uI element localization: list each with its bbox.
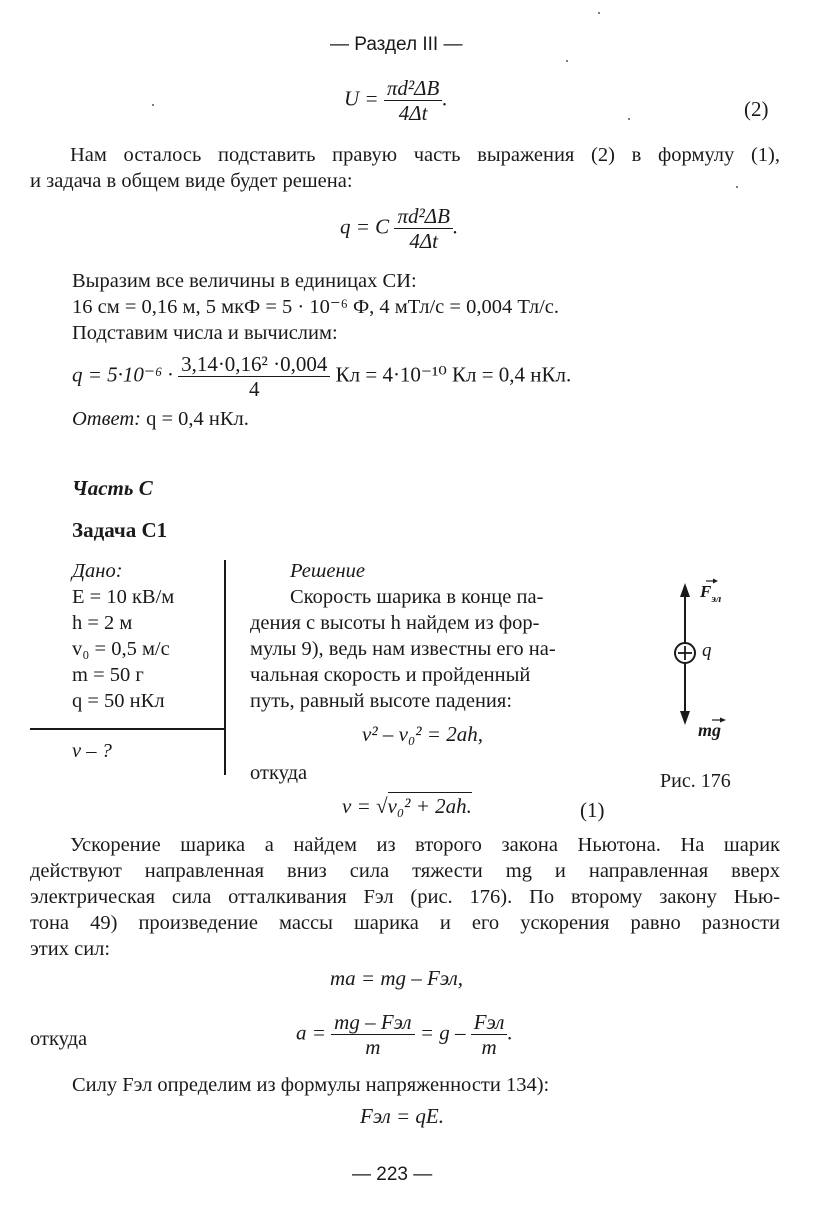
solution-line: путь, равный высоте падения:	[250, 690, 513, 712]
substitute-text: Подставим числа и вычислим:	[72, 322, 338, 344]
equation-force: Fэл = qE.	[360, 1104, 444, 1128]
equation-velocity	[342, 794, 472, 819]
paragraph-newton	[30, 832, 780, 962]
eq-a-numerator-2: Fэл	[471, 1010, 508, 1035]
force-up-label	[700, 582, 721, 605]
given-item: m = 50 г	[72, 664, 144, 686]
paragraph-line: Нам осталось подставить правую часть выражения (2) в формулу (1),	[70, 144, 780, 166]
paragraph-line: и задача в общем виде будет решена:	[30, 170, 353, 192]
given-divider-horizontal	[30, 728, 226, 730]
force-up-subscript: эл	[711, 593, 722, 605]
given-label: Дано:	[72, 560, 123, 582]
task-title: Задача С1	[72, 518, 168, 542]
equation-calculation	[72, 352, 571, 401]
eq-u-lhs: U	[344, 86, 360, 111]
given-item: q = 50 нКл	[72, 690, 165, 712]
eq-a-fraction-1	[331, 1010, 414, 1059]
figure-caption: Рис. 176	[660, 770, 731, 792]
given-item: v₀ = 0,5 м/с	[72, 638, 170, 660]
scan-speck	[628, 118, 630, 120]
calc-denominator: 4	[248, 377, 260, 401]
equation-kinematics: v² – v₀² = 2ah,	[362, 722, 483, 746]
scan-speck	[598, 12, 600, 14]
answer	[72, 406, 249, 432]
eq-u-fraction	[384, 76, 442, 125]
unknown-quantity: v – ?	[72, 740, 112, 762]
si-values: 16 см = 0,16 м, 5 мкФ = 5 · 10⁻⁶ Ф, 4 мТл/с = 0,004 Тл/с.	[72, 296, 559, 318]
solution-line: Скорость шарика в конце па-	[290, 586, 544, 608]
part-title: Часть С	[72, 476, 153, 500]
eq-q-numerator: πd²ΔB	[394, 204, 452, 229]
eq-v-lhs: v =	[342, 794, 371, 818]
given-divider-vertical	[224, 560, 226, 775]
calc-numerator: 3,14·0,16² ·0,004	[178, 352, 330, 377]
solution-line: мулы 9), ведь нам известны его на-	[250, 638, 556, 660]
paragraph-line: действуют направленная вниз сила тяжести mg и направленная вверх	[30, 860, 780, 882]
eq-q-lhs: q	[340, 214, 351, 239]
paragraph-line: электрическая сила отталкивания Fэл (рис. 176). По второму закону Нью-	[30, 886, 780, 908]
eq-a-numerator-1: mg – Fэл	[331, 1010, 414, 1035]
calc-lhs: q = 5·10⁻⁶ ·	[72, 362, 173, 387]
eq-a-middle: = g –	[419, 1020, 466, 1045]
charge-label: q	[702, 640, 712, 661]
scan-speck	[736, 186, 738, 188]
whence-text: откуда	[250, 762, 308, 784]
answer-label: Ответ:	[72, 408, 141, 430]
solution-line: чальная скорость и пройденный	[250, 664, 531, 686]
eq-q-denominator: 4Δt	[409, 229, 439, 253]
force-down-label: mg	[698, 720, 722, 740]
answer-text: q = 0,4 нКл.	[146, 408, 249, 430]
equation-u: U = $\frac{\text{πd²ΔB}}{4\Delta t}$ .	[344, 76, 448, 125]
eq-u-denominator: 4Δt	[398, 101, 428, 125]
calc-fraction	[178, 352, 330, 401]
solution-line: дения с высоты h найдем из фор-	[250, 612, 540, 634]
eq-u-numerator: πd²ΔB	[384, 76, 442, 101]
scan-speck	[566, 60, 568, 62]
page-number: — 223 —	[352, 1164, 433, 1185]
given-item: E = 10 кВ/м	[72, 586, 175, 608]
eq-a-lhs: a =	[296, 1020, 326, 1045]
paragraph-field: Силу Fэл определим из формулы напряженности 134):	[72, 1074, 550, 1096]
eq-a-denominator-2: m	[481, 1035, 497, 1059]
equation-number-1: (1)	[580, 798, 605, 822]
eq-a-fraction-2	[471, 1010, 508, 1059]
force-up-letter: F	[700, 582, 712, 601]
eq-a-denominator-1: m	[365, 1035, 381, 1059]
scan-speck	[152, 104, 154, 106]
paragraph-line: этих сил:	[30, 938, 111, 960]
calc-rhs: Кл = 4·10⁻¹⁰ Кл = 0,4 нКл.	[335, 362, 572, 387]
equation-number-2: (2)	[744, 97, 769, 121]
equation-acceleration: a = $\frac{\text{mg – Fэл}}{m}$ = g – $\frac{\text{Fэл}}{m}$ .	[296, 1010, 513, 1059]
eq-q-factor: C	[375, 214, 390, 239]
solution-label: Решение	[290, 560, 365, 582]
paragraph-substitute	[30, 142, 780, 194]
given-item: h = 2 м	[72, 612, 133, 634]
equation-q-general: q = C $\frac{\text{πd²ΔB}}{4\Delta t}$ .	[340, 204, 459, 253]
si-intro: Выразим все величины в единицах СИ:	[72, 270, 417, 292]
paragraph-line: Ускорение шарика a найдем из второго закона Ньютона. На шарик	[70, 834, 780, 856]
equation-newton: ma = mg – Fэл,	[330, 966, 463, 990]
running-header: — Раздел III —	[330, 34, 463, 55]
eq-q-fraction	[394, 204, 452, 253]
paragraph-line: тона 49) произведение массы шарика и его ускорения равно разности	[30, 912, 780, 934]
whence-text-2: откуда	[30, 1028, 88, 1050]
eq-v-radicand: v₀² + 2ah.	[387, 794, 472, 818]
sqrt-sign: √	[376, 794, 388, 818]
